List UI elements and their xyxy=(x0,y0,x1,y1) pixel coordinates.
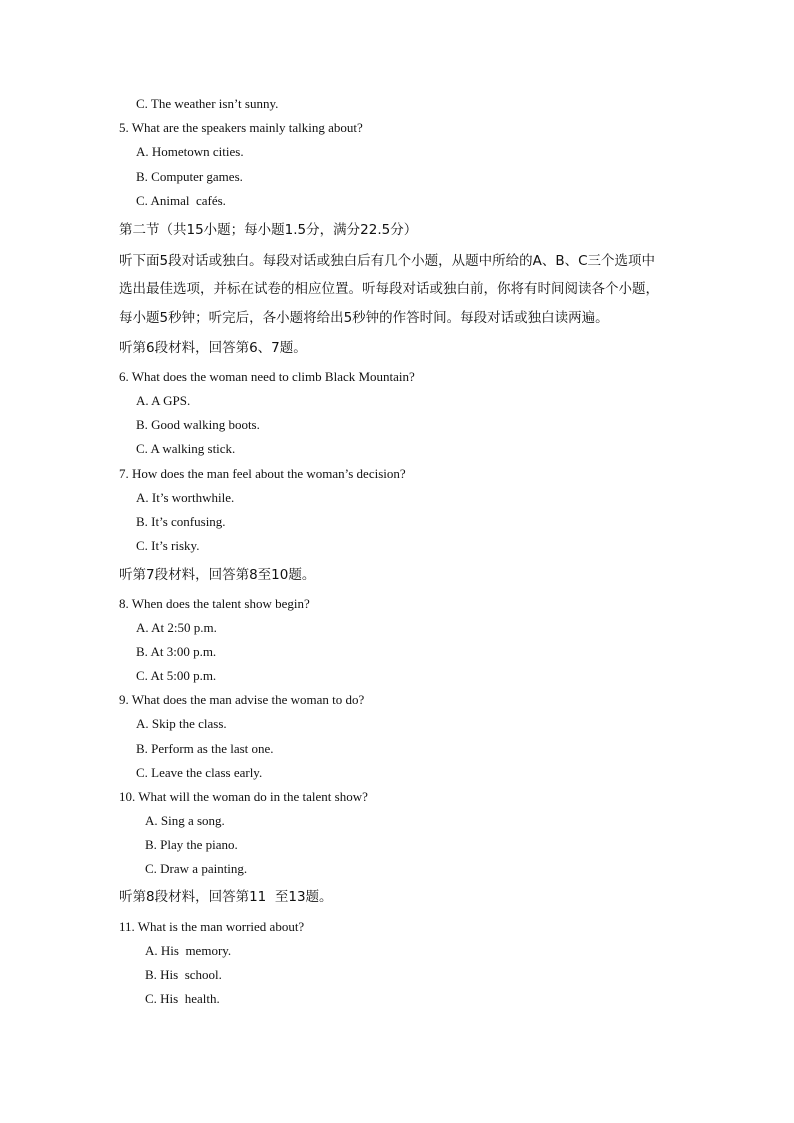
question-11: 11. What is the man worried about? xyxy=(119,919,305,934)
question-7: 7. How does the man feel about the woman’s decision? xyxy=(119,466,406,481)
option-q8-a: A. At 2:50 p.m. xyxy=(136,620,217,635)
option-q7-c: C. It’s risky. xyxy=(136,538,200,553)
option-q10-b: B. Play the piano. xyxy=(145,837,238,852)
option-q9-b: B. Perform as the last one. xyxy=(136,741,274,756)
option-q9-c: C. Leave the class early. xyxy=(136,765,263,780)
instruction-line-2: 选出最佳选项，并标在试卷的相应位置。听每段对话或独白前，你将有时间阅读各个小题， xyxy=(119,281,659,297)
material-7-heading: 听第7段材料，回答第8至10题。 xyxy=(119,567,316,583)
option-q7-a: A. It’s worthwhile. xyxy=(136,490,235,505)
question-9: 9. What does the man advise the woman to do? xyxy=(119,692,365,707)
question-8: 8. When does the talent show begin? xyxy=(119,596,310,611)
option-q10-c: C. Draw a painting. xyxy=(145,861,248,876)
option-q7-b: B. It’s confusing. xyxy=(136,514,226,529)
question-10: 10. What will the woman do in the talent show? xyxy=(119,789,368,804)
option-q5-c: C. Animal cafés. xyxy=(136,193,226,208)
option-q6-b: B. Good walking boots. xyxy=(136,417,260,432)
option-q11-c: C. His health. xyxy=(145,991,220,1006)
material-8-heading: 听第8段材料，回答第11 至13题。 xyxy=(119,889,333,905)
option-q8-c: C. At 5:00 p.m. xyxy=(136,668,217,683)
option-q6-a: A. A GPS. xyxy=(136,393,191,408)
option-q4-c: C. The weather isn’t sunny. xyxy=(136,96,279,111)
instruction-line-3: 每小题5秒钟；听完后，各小题将给出5秒钟的作答时间。每段对话或独白读两遍。 xyxy=(119,310,609,326)
question-6: 6. What does the woman need to climb Black Mountain? xyxy=(119,369,415,384)
option-q8-b: B. At 3:00 p.m. xyxy=(136,644,217,659)
option-q5-a: A. Hometown cities. xyxy=(136,144,244,159)
question-5: 5. What are the speakers mainly talking about? xyxy=(119,120,363,135)
option-q5-b: B. Computer games. xyxy=(136,169,243,184)
material-6-heading: 听第6段材料，回答第6、7题。 xyxy=(119,340,307,356)
option-q11-b: B. His school. xyxy=(145,967,222,982)
instruction-line-1: 听下面5段对话或独白。每段对话或独白后有几个小题，从题中所给的A、B、C三个选项中 xyxy=(119,253,656,269)
section-heading: 第二节（共15小题；每小题1.5分，满分22.5分） xyxy=(119,222,418,238)
option-q6-c: C. A walking stick. xyxy=(136,441,236,456)
option-q11-a: A. His memory. xyxy=(145,943,232,958)
option-q10-a: A. Sing a song. xyxy=(145,813,225,828)
option-q9-a: A. Skip the class. xyxy=(136,716,227,731)
